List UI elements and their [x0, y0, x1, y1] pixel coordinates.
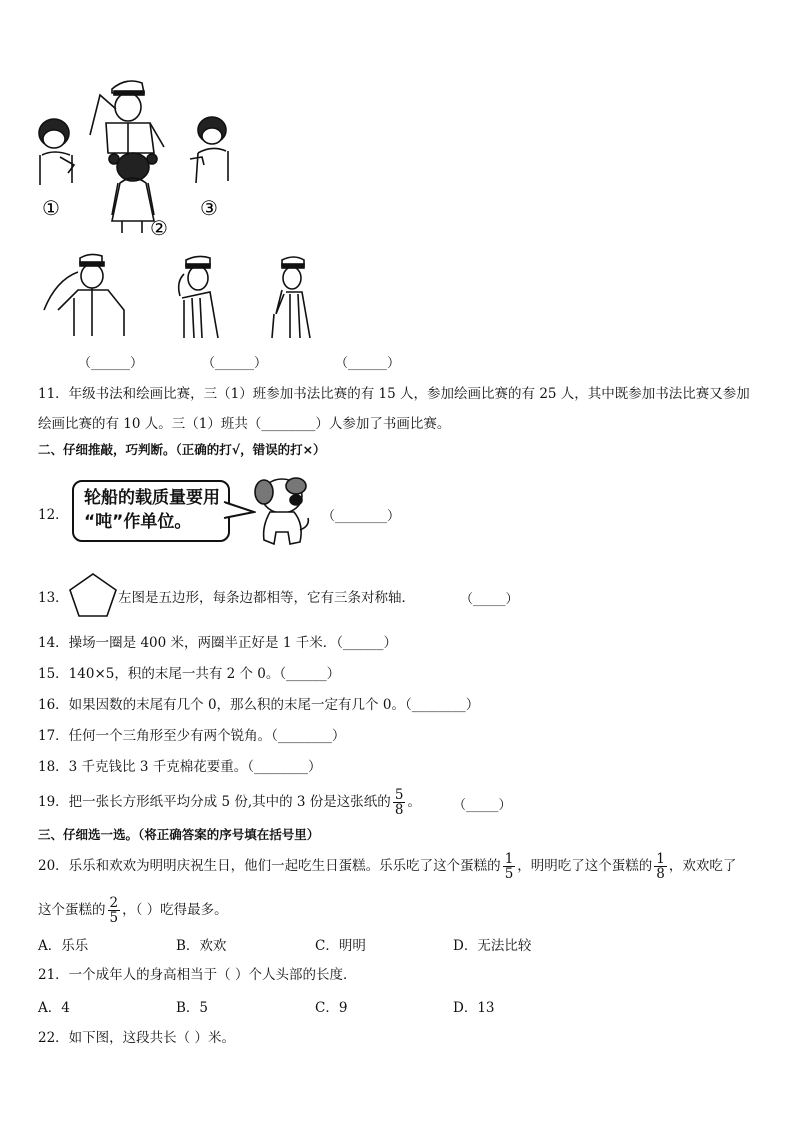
q17-text: 17．任何一个三角形至少有两个锐角。（________） [38, 728, 346, 744]
dog-icon [252, 474, 314, 550]
policeman-profile-illustration [262, 254, 322, 342]
policeman-side-illustration [170, 252, 230, 342]
q16-text: 16．如果因数的末尾有几个 0，那么积的末尾一定有几个 0。（________） [38, 697, 480, 713]
q19-line [38, 788, 421, 817]
salute-blank-1[interactable]: （______） [78, 356, 144, 371]
q11-line-2: 绘画比赛的有 10 人。三（1）班共（________）人参加了书画比赛。 [38, 416, 451, 432]
q13-blank[interactable]: （_____） [460, 592, 519, 607]
label-3: ③ [200, 196, 218, 220]
q19-fraction: $\frac{5}{8}$ [394, 787, 404, 818]
q15-text: 15．140×5，积的末尾一共有 2 个 0。（______） [38, 666, 341, 682]
q20-fraction-1: $\frac{1}{5}$ [504, 851, 514, 882]
salute-blank-2[interactable]: （______） [202, 356, 268, 371]
q18-text: 18．3 千克钱比 3 千克棉花要重。（________） [38, 759, 322, 775]
q20-option-a[interactable]: A．乐乐 [38, 938, 89, 954]
q12-number: 12． [38, 507, 69, 523]
label-2: ② [150, 216, 168, 240]
bubble-tail [222, 500, 256, 522]
q20-option-c[interactable]: C．明明 [315, 938, 366, 954]
speech-bubble [72, 480, 230, 542]
salute-scene-illustration [30, 75, 245, 240]
q20-fraction-2: $\frac{1}{8}$ [656, 851, 665, 882]
q21-option-a[interactable]: A．4 [38, 1000, 70, 1016]
q20-fraction-3: $\frac{2}{5}$ [109, 895, 119, 926]
q13-text: 左图是五边形，每条边都相等，它有三条对称轴． [118, 590, 415, 606]
bubble-line-2: “吨”作单位。 [84, 512, 192, 532]
q20-option-d[interactable]: D．无法比较 [453, 938, 532, 954]
label-1: ① [42, 196, 60, 220]
q19-blank[interactable]: （_____） [453, 798, 512, 813]
q13-number: 13． [38, 590, 69, 606]
q19-end: 。 [407, 794, 421, 810]
pentagon-icon [68, 572, 118, 618]
q20-line-2: 这个蛋糕的 $\frac{2}{5}$ ，（ ）吃得最多。 [38, 895, 228, 926]
salute-blank-3[interactable]: （______） [335, 356, 401, 371]
q11-line-1: 11．年级书法和绘画比赛，三（1）班参加书法比赛的有 15 人，参加绘画比赛的有 25 人，其中既参加书法比赛又参加 [38, 386, 750, 402]
q20-line-1: 20．乐乐和欢欢为明明庆祝生日，他们一起吃生日蛋糕。乐乐吃了这个蛋糕的 $\frac{1}{5}$ ，明明吃了这个蛋糕的 $\frac{1}{8}$ ，欢欢吃了 [38, 851, 737, 882]
q14-text: 14．操场一圈是 400 米，两圈半正好是 1 千米．（______） [38, 635, 397, 651]
q12-blank[interactable]: （________） [322, 509, 401, 524]
section-3-title: 三、仔细选一选。（将正确答案的序号填在括号里） [38, 827, 320, 842]
policeman-front-illustration [38, 250, 133, 342]
q21-option-d[interactable]: D．13 [453, 1000, 495, 1016]
q21-text: 21．一个成年人的身高相当于（ ）个人头部的长度． [38, 967, 357, 983]
bubble-line-1: 轮船的载质量要用 [84, 488, 220, 508]
q22-text: 22．如下图，这段共长（ ）米。 [38, 1030, 235, 1046]
q21-option-c[interactable]: C．9 [315, 1000, 348, 1016]
q20-option-b[interactable]: B．欢欢 [176, 938, 227, 954]
q21-option-b[interactable]: B．5 [176, 1000, 209, 1016]
section-2-title: 二、仔细推敲，巧判断。（正确的打√，错误的打×） [38, 442, 326, 457]
q19-text: 19．把一张长方形纸平均分成 5 份,其中的 3 份是这张纸的 [38, 794, 391, 810]
